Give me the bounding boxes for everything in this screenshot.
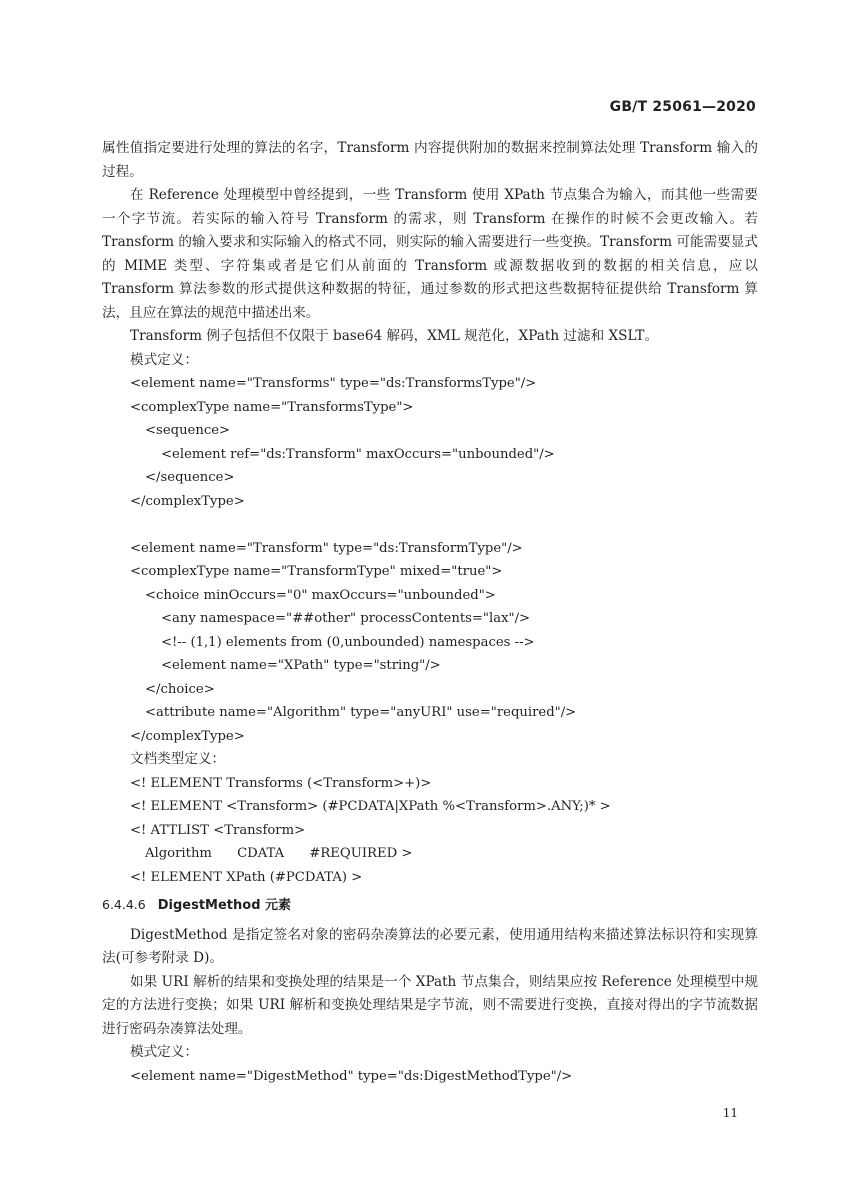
code-line: <element name="DigestMethod" type="ds:DigestMethodType"/> <box>130 1068 573 1084</box>
code-line: <attribute name="Algorithm" type="anyURI" use="required"/> <box>145 705 577 720</box>
section-title: DigestMethod 元素 <box>157 898 292 913</box>
schema-definition-label: 模式定义： <box>130 351 198 368</box>
paragraph-digestmethod-definition: DigestMethod 是指定签名对象的密码杂凑算法的必要元素，使用通用结构来描述算法标识符和实现算法(可参考附录 D)。 <box>102 926 758 966</box>
code-line: <element ref="ds:Transform" maxOccurs="unbounded"/> <box>161 446 555 462</box>
code-line: </sequence> <box>145 470 235 485</box>
paragraph-transform-examples: Transform 例子包括但不仅限于 base64 解码，XML 规范化，XPath 过滤和 XSLT。 <box>130 328 659 344</box>
dtd-line: <! ATTLIST <Transform> <box>130 822 306 838</box>
dtd-definition-label: 文档类型定义： <box>130 751 226 767</box>
code-line: </complexType> <box>130 728 245 744</box>
paragraph-reference-model: 在 Reference 处理模型中曾经提到，一些 Transform 使用 XPath 节点集合为输入，而其他一些需要一个字节流。若实际的输入符号 Transform 的需求，则 Transform 在操作的时候不会更改输入。若 Transform 的输入要求和实际输入的格式不同，则实际的输入需要进行一些变换。Transform 可能需要显式的 MIME 类型、字符集或者是它们从前面的 Transform 或源数据收到的数据的相关信息，应以 Transform 算法参数的形式提供这种数据的特征，通过参数的形式把这些数据特征提供给 Transform 算法，且应在算法的规范中描述出来。 <box>102 187 758 321</box>
code-line: <complexType name="TransformsType"> <box>130 399 414 415</box>
section-heading <box>102 893 758 918</box>
code-line: </choice> <box>145 681 215 697</box>
blank-line <box>102 513 758 537</box>
paragraph-digestmethod-processing: 如果 URI 解析的结果和变换处理的结果是一个 XPath 节点集合，则结果应按 Reference 处理模型中规定的方法进行变换；如果 URI 解析和变换处理结果是字节流，则不需要进行变换，直接对得出的字节流数据进行密码杂凑算法处理。 <box>102 973 758 1037</box>
page-number: 11 <box>722 1106 738 1120</box>
code-line: <sequence> <box>145 423 231 438</box>
standard-code-header: GB/T 25061—2020 <box>609 99 756 115</box>
code-line: <any namespace="##other" processContents="lax"/> <box>161 611 531 626</box>
code-line: <element name="XPath" type="string"/> <box>161 658 441 673</box>
dtd-line: <! ELEMENT Transforms (<Transform>+)> <box>130 775 432 791</box>
code-line: <choice minOccurs="0" maxOccurs="unbounded"> <box>145 587 496 603</box>
code-line: </complexType> <box>130 493 245 509</box>
code-line: <!-- (1,1) elements from (0,unbounded) namespaces --> <box>161 634 535 650</box>
code-line: <complexType name="TransformType" mixed="true"> <box>130 564 503 579</box>
code-line: <element name="Transform" type="ds:TransformType"/> <box>130 540 523 556</box>
code-line: <element name="Transforms" type="ds:TransformsType"/> <box>130 376 537 391</box>
dtd-line: <! ELEMENT XPath (#PCDATA) > <box>130 869 363 885</box>
dtd-line: Algorithm CDATA #REQUIRED > <box>145 846 413 861</box>
section-number: 6.4.4.6 <box>102 897 146 912</box>
paragraph-transform-content: 属性值指定要进行处理的算法的名字，Transform 内容提供附加的数据来控制算法处理 Transform 输入的过程。 <box>102 140 758 180</box>
schema-definition-label: 模式定义： <box>130 1044 198 1060</box>
document-body <box>102 137 758 1088</box>
dtd-line: <! ELEMENT <Transform> (#PCDATA|XPath %<Transform>.ANY;)* > <box>130 799 611 814</box>
